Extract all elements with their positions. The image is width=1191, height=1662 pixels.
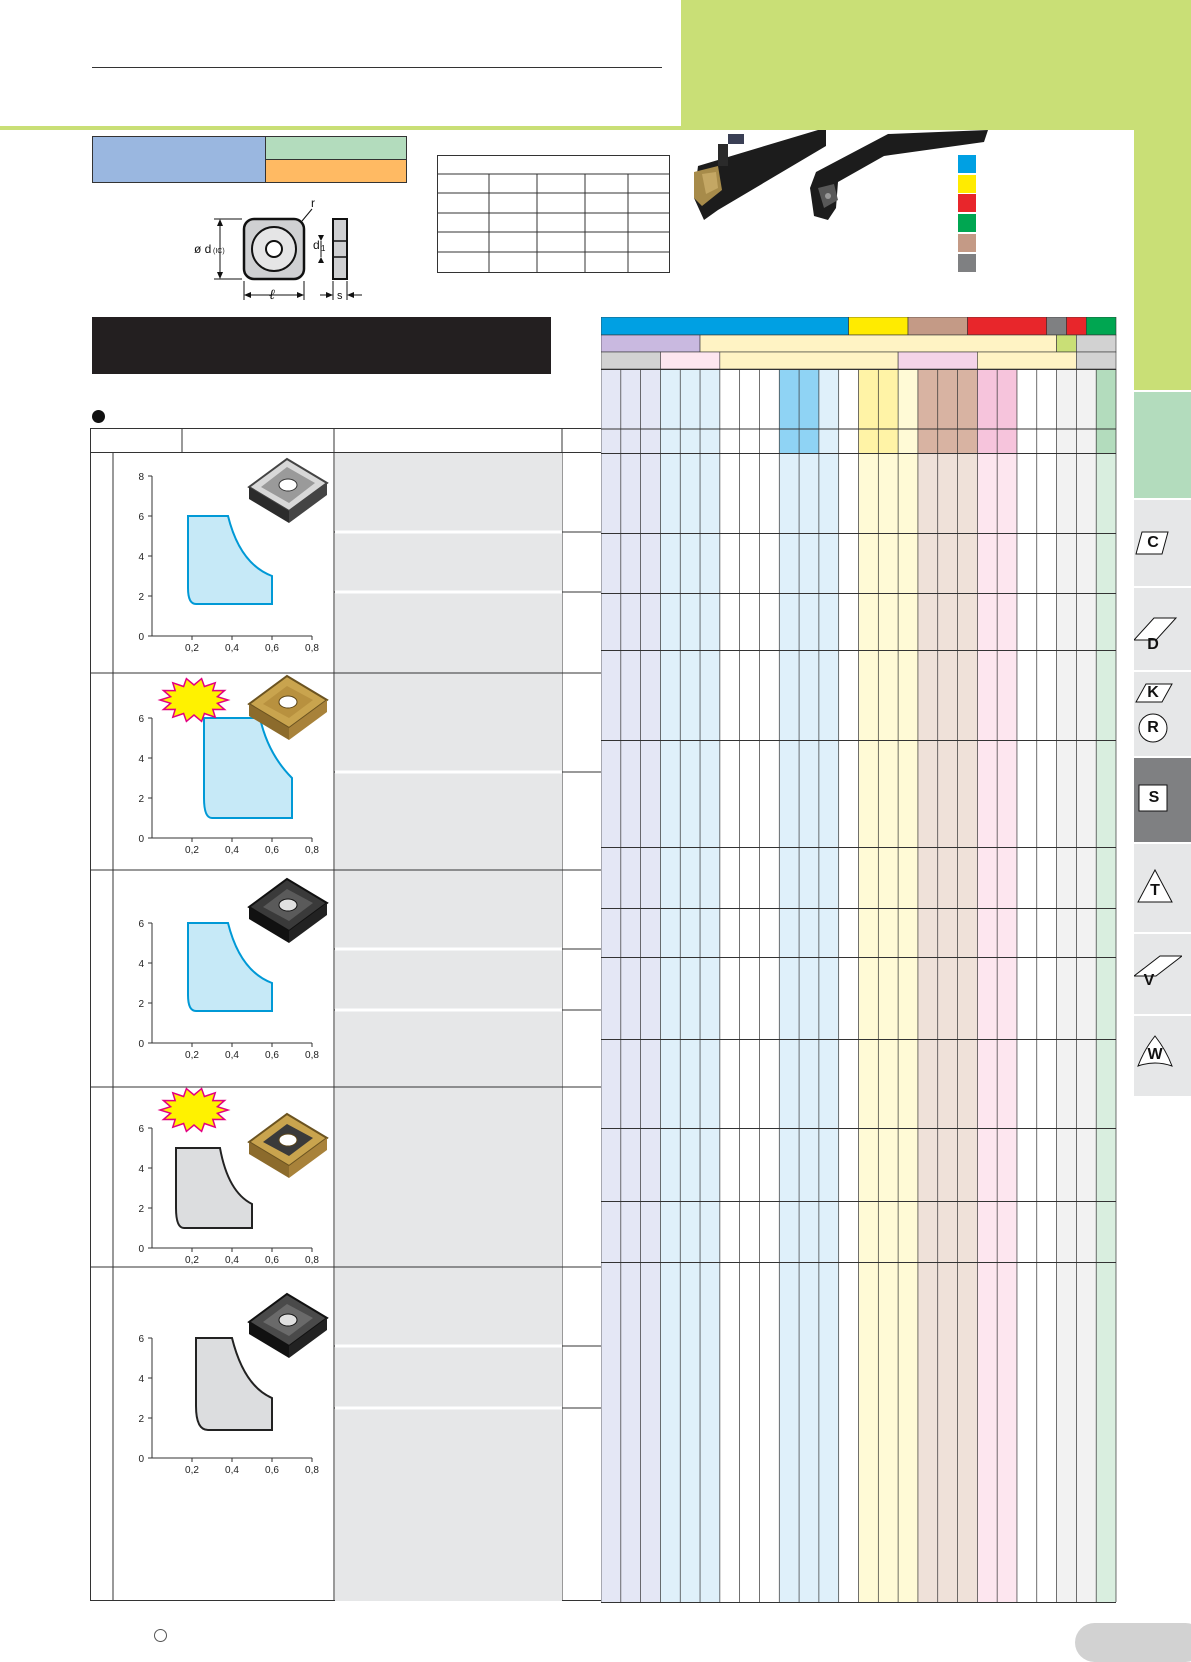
side-tab-w-label: W (1147, 1046, 1163, 1063)
section-title-bar (92, 317, 551, 374)
side-tab-end (1134, 1096, 1191, 1102)
grade-subgroup-header (1076, 335, 1116, 352)
x-tick-label: 0,6 (265, 1050, 279, 1061)
grade-class-header (898, 352, 977, 369)
x-tick-label: 0,4 (225, 1255, 239, 1266)
x-tick-label: 0,6 (265, 643, 279, 654)
side-tab-c-label: C (1147, 534, 1159, 551)
new-product-burst (160, 1089, 228, 1132)
grade-column (1076, 387, 1096, 1602)
grade-name-header (660, 369, 680, 453)
grade-column (878, 387, 898, 1602)
grade-column (918, 387, 938, 1602)
grade-column (977, 387, 997, 1602)
grade-group-header (601, 317, 849, 335)
y-tick-label: 0 (138, 1244, 144, 1255)
legend-color-m (958, 175, 976, 193)
grade-class-header (1076, 352, 1116, 369)
side-tab-v-label: V (1143, 972, 1155, 989)
insert-dimension-diagram (180, 195, 380, 310)
x-tick-label: 0,4 (225, 1050, 239, 1061)
side-tab-s-label: S (1148, 789, 1160, 806)
side-tab-d-label: D (1147, 636, 1159, 653)
grade-name-header (997, 369, 1017, 453)
side-tab-k-label: K (1147, 684, 1159, 701)
grade-column (1057, 387, 1077, 1602)
grade-class-header (660, 352, 719, 369)
grade-group-header (967, 317, 1046, 335)
grade-name-header (819, 369, 839, 453)
grade-name-header (641, 369, 661, 453)
side-green-panel (1134, 128, 1191, 390)
y-tick-label: 2 (138, 1204, 144, 1215)
grade-name-header (621, 369, 641, 453)
x-tick-label: 0,2 (185, 845, 199, 856)
grade-name-header (1076, 369, 1096, 453)
thickness-label: s (337, 290, 343, 302)
grade-column (938, 387, 958, 1602)
grade-name-header (799, 369, 819, 453)
grade-name-header (779, 369, 799, 453)
grade-column (601, 387, 621, 1602)
page-number-pill (1075, 1623, 1191, 1662)
grade-column (720, 387, 740, 1602)
grade-name-header (898, 369, 918, 453)
grade-class-header (720, 352, 898, 369)
insert-image-1 (245, 455, 330, 530)
grade-name-header (918, 369, 938, 453)
grade-column (660, 387, 680, 1602)
y-tick-label: 4 (138, 1164, 144, 1175)
insert-side-view (333, 219, 347, 279)
grade-class-header (601, 352, 660, 369)
grade-name-header (958, 369, 978, 453)
grade-group-header (849, 317, 908, 335)
legend-color-n (958, 214, 976, 232)
insert-image-4 (245, 1110, 330, 1185)
section-bullet (92, 410, 105, 423)
grade-column (700, 387, 720, 1602)
y-tick-label: 4 (138, 754, 144, 765)
x-tick-label: 0,8 (305, 643, 319, 654)
x-tick-label: 0,4 (225, 845, 239, 856)
side-tab-t-label: T (1150, 882, 1160, 899)
grade-column (680, 387, 700, 1602)
side-tab-top (1134, 390, 1191, 498)
grade-name-header (601, 369, 621, 453)
grade-column (859, 387, 879, 1602)
grade-name-header (859, 369, 879, 453)
x-tick-label: 0,8 (305, 1255, 319, 1266)
grade-name-header (1017, 369, 1037, 453)
grade-column (1096, 387, 1116, 1602)
x-tick-label: 0,6 (265, 1465, 279, 1476)
grade-column (1017, 387, 1037, 1602)
grade-subgroup-header (601, 335, 700, 352)
y-tick-label: 6 (138, 714, 144, 725)
grade-column (641, 387, 661, 1602)
y-tick-label: 2 (138, 1414, 144, 1425)
y-tick-label: 4 (138, 1374, 144, 1385)
grade-name-header (1096, 369, 1116, 453)
x-tick-label: 0,8 (305, 1050, 319, 1061)
y-tick-label: 2 (138, 794, 144, 805)
tool-holder-images (688, 128, 998, 228)
insert-image-2 (245, 672, 330, 747)
legend-color-s (958, 234, 976, 252)
grade-subgroup-header (1057, 335, 1077, 352)
side-tab-s-active[interactable] (1134, 756, 1191, 842)
y-tick-label: 6 (138, 1124, 144, 1135)
radius-label: r (311, 196, 315, 210)
grade-name-header (1037, 369, 1057, 453)
diameter-label: ø d (194, 242, 212, 256)
y-tick-label: 6 (138, 919, 144, 930)
grade-name-header (700, 369, 720, 453)
side-tab-d[interactable] (1134, 586, 1191, 670)
grade-column (997, 387, 1017, 1602)
grade-class-header (977, 352, 1076, 369)
x-tick-label: 0,6 (265, 845, 279, 856)
x-tick-label: 0,2 (185, 643, 199, 654)
grade-name-header (680, 369, 700, 453)
hole-label: d (313, 238, 320, 252)
grade-column (799, 387, 819, 1602)
side-tab-v[interactable] (1134, 932, 1191, 1014)
x-tick-label: 0,2 (185, 1255, 199, 1266)
x-tick-label: 0,4 (225, 1465, 239, 1476)
external-holder (694, 130, 826, 220)
legend-color-h (958, 254, 976, 272)
grade-name-header (938, 369, 958, 453)
dimension-table (437, 155, 670, 273)
y-tick-label: 4 (138, 552, 144, 563)
dimension-table-grid (437, 155, 670, 273)
side-tab-w[interactable] (1134, 1014, 1191, 1096)
grade-name-header (839, 369, 859, 453)
header-green-panel (681, 0, 1191, 128)
insert-image-5 (245, 1290, 330, 1365)
y-tick-label: 0 (138, 1454, 144, 1465)
iso-class-box (92, 136, 265, 183)
grade-name-header (977, 369, 997, 453)
y-tick-label: 0 (138, 1039, 144, 1050)
grade-group-header (1066, 317, 1086, 335)
hole-sub-label: 1 (321, 244, 326, 253)
grade-group-header (1047, 317, 1067, 335)
legend-color-p (958, 155, 976, 173)
new-product-burst (160, 679, 228, 722)
y-tick-label: 2 (138, 999, 144, 1010)
grade-column (819, 387, 839, 1602)
grade-column (779, 387, 799, 1602)
length-label: ℓ (269, 288, 275, 303)
grade-column (958, 387, 978, 1602)
grade-column (621, 387, 641, 1602)
y-tick-label: 8 (138, 472, 144, 483)
grade-name-header (1057, 369, 1077, 453)
x-tick-label: 0,2 (185, 1050, 199, 1061)
grade-subgroup-header (700, 335, 1057, 352)
grade-column (898, 387, 918, 1602)
grade-column (740, 387, 760, 1602)
side-tab-k-r[interactable] (1134, 670, 1191, 756)
side-tab-t[interactable] (1134, 842, 1191, 932)
x-tick-label: 0,6 (265, 1255, 279, 1266)
y-tick-label: 4 (138, 959, 144, 970)
shape-box (265, 160, 407, 183)
grade-columns-table (601, 317, 1117, 1603)
grade-name-header (740, 369, 760, 453)
insert-image-3 (245, 875, 330, 950)
side-tab-r-label: R (1147, 719, 1159, 736)
y-tick-label: 6 (138, 1334, 144, 1345)
copyright-icon (154, 1629, 167, 1642)
grade-name-header (720, 369, 740, 453)
x-tick-label: 0,8 (305, 845, 319, 856)
application-box (265, 136, 407, 160)
legend-color-k (958, 194, 976, 212)
x-tick-label: 0,8 (305, 1465, 319, 1476)
ic-label: (IC) (213, 248, 225, 255)
side-tab-c[interactable] (1134, 498, 1191, 586)
grade-name-header (878, 369, 898, 453)
x-tick-label: 0,4 (225, 643, 239, 654)
grade-column (759, 387, 779, 1602)
grade-group-header (1086, 317, 1116, 335)
grade-group-header (908, 317, 967, 335)
y-tick-label: 0 (138, 834, 144, 845)
y-tick-label: 2 (138, 592, 144, 603)
grade-column (839, 387, 859, 1602)
y-tick-label: 6 (138, 512, 144, 523)
center-hole (266, 241, 282, 257)
title-rule (92, 67, 662, 68)
x-tick-label: 0,2 (185, 1465, 199, 1476)
grade-column (1037, 387, 1057, 1602)
y-tick-label: 0 (138, 632, 144, 643)
grade-name-header (759, 369, 779, 453)
application-area (176, 1148, 252, 1228)
